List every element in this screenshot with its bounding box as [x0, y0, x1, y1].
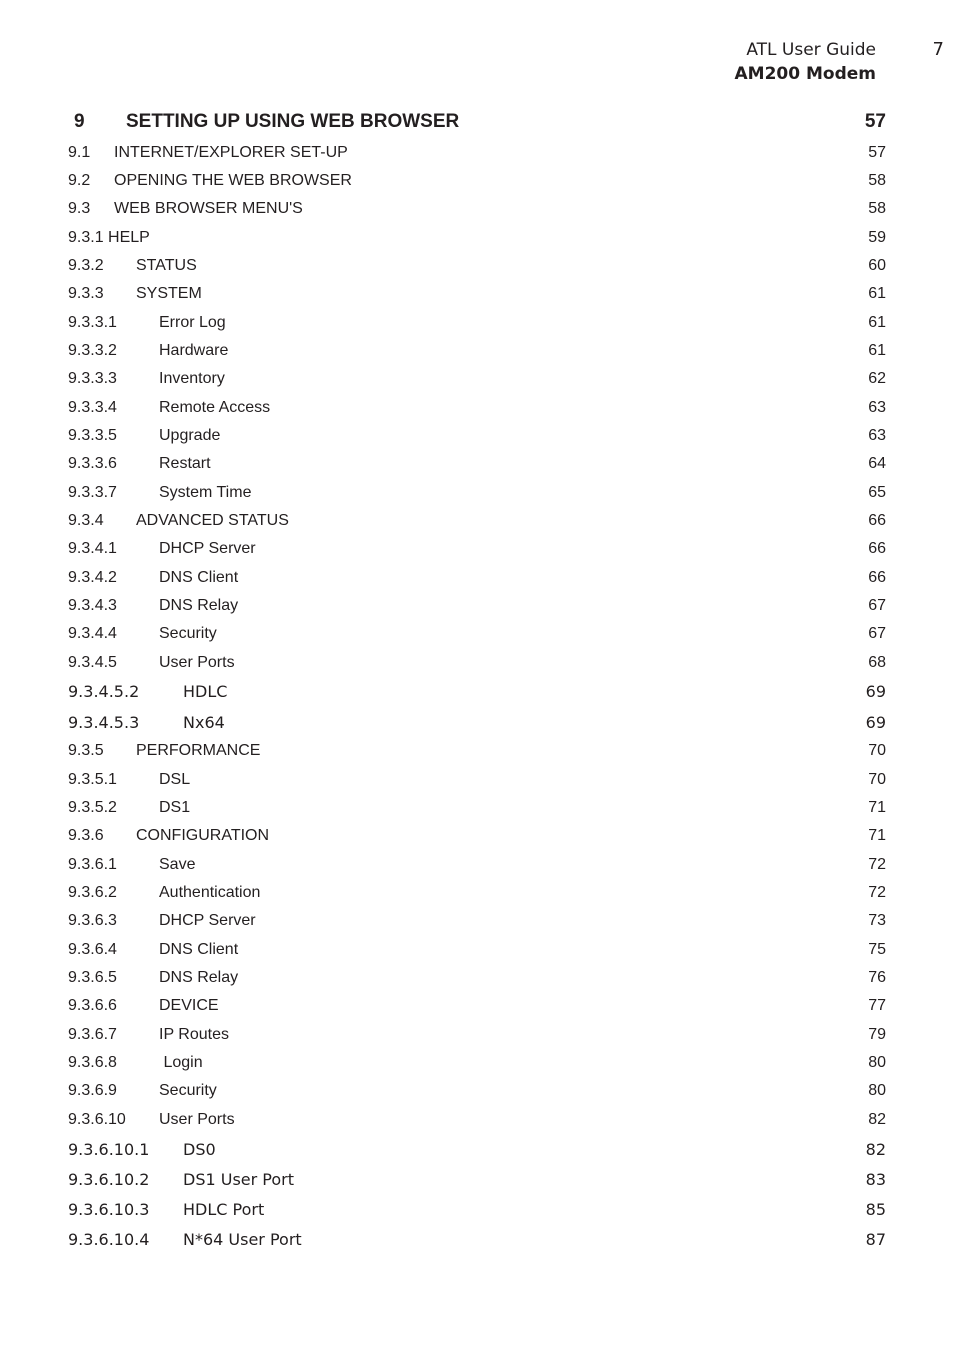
- toc-title: N*64 User Port: [183, 1230, 302, 1249]
- toc-entry[interactable]: [68, 285, 886, 307]
- toc-title: DSL: [159, 771, 191, 788]
- toc-page: 79: [868, 1026, 886, 1043]
- toc-entry[interactable]: [68, 200, 886, 222]
- toc-number: 9.3.4.5.2: [68, 682, 140, 701]
- toc-page: 71: [868, 799, 886, 816]
- toc-entry[interactable]: [68, 342, 886, 364]
- toc-title: DHCP Server: [159, 540, 256, 557]
- toc-entry[interactable]: [68, 713, 886, 735]
- toc-page: 63: [868, 427, 886, 444]
- toc-entry[interactable]: [68, 257, 886, 279]
- toc-number: 9.3.6.10.1: [68, 1140, 150, 1159]
- toc-page: 58: [868, 200, 886, 217]
- toc-entry[interactable]: [68, 997, 886, 1019]
- toc-page: 61: [868, 314, 886, 331]
- toc-title: STATUS: [136, 257, 197, 274]
- toc-title: IP Routes: [159, 1026, 229, 1043]
- toc-title: ADVANCED STATUS: [136, 512, 289, 529]
- toc-number: 9.3.6.2: [68, 884, 117, 901]
- toc-page: 59: [868, 229, 886, 246]
- toc-entry[interactable]: [68, 1026, 886, 1048]
- toc-entry[interactable]: [68, 1111, 886, 1133]
- toc-number: 9.3.1 HELP: [68, 229, 150, 246]
- toc-entry[interactable]: [68, 370, 886, 392]
- toc-number: 9.3.4.1: [68, 540, 117, 557]
- toc-entry[interactable]: [68, 540, 886, 562]
- toc-title: Authentication: [159, 884, 261, 901]
- toc-number: 9.3.6.1: [68, 856, 117, 873]
- toc-number: 9.3.6.9: [68, 1082, 117, 1099]
- toc-entry[interactable]: [68, 455, 886, 477]
- toc-entry[interactable]: [68, 912, 886, 934]
- toc-page: 76: [868, 969, 886, 986]
- toc-entry[interactable]: [68, 314, 886, 336]
- toc-number: 9.3.5: [68, 742, 104, 759]
- toc-page: 62: [868, 370, 886, 387]
- toc-page: 64: [868, 455, 886, 472]
- toc-title: Remote Access: [159, 399, 271, 416]
- toc-number: 9.3.3.7: [68, 484, 117, 501]
- toc-page: 57: [864, 111, 886, 132]
- toc-entry[interactable]: [68, 654, 886, 676]
- guide-title: ATL User Guide: [746, 40, 876, 60]
- toc-page: 70: [868, 771, 886, 788]
- toc-title: DNS Client: [159, 941, 239, 958]
- toc-number: 9.3.3.2: [68, 342, 117, 359]
- toc-number: 9.3.6.3: [68, 912, 117, 929]
- toc-title: DS1 User Port: [183, 1170, 295, 1189]
- toc-entry[interactable]: [68, 1054, 886, 1076]
- toc-page: 83: [865, 1170, 886, 1189]
- toc-entry[interactable]: [68, 827, 886, 849]
- toc-entry[interactable]: [68, 742, 886, 764]
- toc-number: 9.3.6.4: [68, 941, 117, 958]
- toc-number: 9.3.5.1: [68, 771, 117, 788]
- toc-number: 9.3.6.7: [68, 1026, 117, 1043]
- toc-title: Save: [159, 856, 196, 873]
- toc-number: 9.3.6.6: [68, 997, 117, 1014]
- toc-title: DNS Relay: [159, 597, 239, 614]
- toc-entry[interactable]: [68, 625, 886, 647]
- toc-page: 67: [868, 597, 886, 614]
- toc-number: 9.3.3.6: [68, 455, 117, 472]
- toc-entry[interactable]: [68, 399, 886, 421]
- running-header: [735, 38, 877, 86]
- model-name: AM200 Modem: [734, 64, 876, 84]
- toc-title: PERFORMANCE: [136, 742, 261, 759]
- toc-number: 9.3.2: [68, 257, 104, 274]
- toc-page: 63: [868, 399, 886, 416]
- toc-page: 73: [868, 912, 886, 929]
- toc-number: 9.3.6.5: [68, 969, 117, 986]
- toc-number: 9.3.5.2: [68, 799, 117, 816]
- toc-title: WEB BROWSER MENU'S: [114, 200, 303, 217]
- toc-page: 80: [868, 1082, 886, 1099]
- toc-number: 9: [74, 111, 85, 132]
- toc-entry[interactable]: [68, 569, 886, 591]
- toc-title: HDLC Port: [183, 1200, 265, 1219]
- toc-page: 82: [868, 1111, 886, 1128]
- toc-entry[interactable]: [68, 1230, 886, 1252]
- toc-page: 57: [868, 144, 886, 161]
- toc-page: 65: [868, 484, 886, 501]
- toc-number: 9.3.4.4: [68, 625, 117, 642]
- toc-entry[interactable]: [68, 884, 886, 906]
- toc-number: 9.3.3.3: [68, 370, 117, 387]
- toc-page: 68: [868, 654, 886, 671]
- toc-page: 72: [868, 884, 886, 901]
- toc-title: Hardware: [159, 342, 229, 359]
- toc-entry[interactable]: [68, 1170, 886, 1192]
- toc-page: 66: [868, 569, 886, 586]
- toc-page: 61: [868, 285, 886, 302]
- toc-title: Error Log: [159, 314, 226, 331]
- toc-entry[interactable]: [68, 1082, 886, 1104]
- toc-number: 9.3.4.3: [68, 597, 117, 614]
- toc-page: 58: [868, 172, 886, 189]
- toc-title: SYSTEM: [136, 285, 202, 302]
- toc-page: 82: [865, 1140, 886, 1159]
- toc-title: DEVICE: [159, 997, 219, 1014]
- toc-number: 9.3.6.10.2: [68, 1170, 150, 1189]
- toc-title: OPENING THE WEB BROWSER: [114, 172, 352, 189]
- toc-title: HDLC: [183, 682, 228, 701]
- toc-title: SETTING UP USING WEB BROWSER: [126, 111, 460, 132]
- toc-title: Inventory: [159, 370, 225, 387]
- toc-page: 77: [868, 997, 886, 1014]
- toc-title: System Time: [159, 484, 252, 501]
- toc-title: User Ports: [159, 1111, 235, 1128]
- toc-title: INTERNET/EXPLORER SET-UP: [114, 144, 348, 161]
- toc-page: 71: [868, 827, 886, 844]
- toc-number: 9.3.6.10.3: [68, 1200, 150, 1219]
- toc-entry[interactable]: [68, 144, 886, 166]
- toc-number: 9.2: [68, 172, 91, 189]
- toc-entry[interactable]: [68, 771, 886, 793]
- toc-title: DHCP Server: [159, 912, 256, 929]
- toc-number: 9.3.4.5.3: [68, 713, 140, 732]
- toc-entry[interactable]: [68, 172, 886, 194]
- toc-entry[interactable]: [68, 229, 886, 251]
- toc-title: Upgrade: [159, 427, 221, 444]
- toc-title: User Ports: [159, 654, 235, 671]
- toc-entry[interactable]: [68, 427, 886, 449]
- toc-number: 9.3.4.5: [68, 654, 117, 671]
- toc-page: 61: [868, 342, 886, 359]
- toc-entry[interactable]: [68, 941, 886, 963]
- toc-title: CONFIGURATION: [136, 827, 270, 844]
- toc-number: 9.3.3.4: [68, 399, 117, 416]
- toc-chapter-9[interactable]: [68, 111, 886, 133]
- toc-page: 69: [865, 713, 886, 732]
- toc-number: 9.3.6.10: [68, 1111, 126, 1128]
- toc-title: DS1: [159, 799, 191, 816]
- toc-entry[interactable]: [68, 512, 886, 534]
- toc-page: 75: [868, 941, 886, 958]
- toc-page: 80: [868, 1054, 886, 1071]
- toc-number: 9.3.3.1: [68, 314, 117, 331]
- toc-title: DNS Client: [159, 569, 239, 586]
- toc-number: 9.1: [68, 144, 91, 161]
- toc-entry[interactable]: [68, 969, 886, 991]
- toc-entry[interactable]: [68, 597, 886, 619]
- toc-number: 9.3.6.8: [68, 1054, 117, 1071]
- toc-number: 9.3.6: [68, 827, 104, 844]
- toc-page: 66: [868, 512, 886, 529]
- toc-number: 9.3.3.5: [68, 427, 117, 444]
- toc-title: DNS Relay: [159, 969, 239, 986]
- toc-page: 72: [868, 856, 886, 873]
- toc-number: 9.3.3: [68, 285, 104, 302]
- toc-page: 66: [868, 540, 886, 557]
- toc-entry[interactable]: [68, 799, 886, 821]
- toc-title: Security: [159, 625, 217, 642]
- toc-page: 69: [865, 682, 886, 701]
- toc-entry[interactable]: [68, 682, 886, 704]
- toc-page: 67: [868, 625, 886, 642]
- toc-page: 70: [868, 742, 886, 759]
- toc-entry[interactable]: [68, 1200, 886, 1222]
- toc-number: 9.3.4: [68, 512, 104, 529]
- toc-number: 9.3.4.2: [68, 569, 117, 586]
- toc-page: 85: [865, 1200, 886, 1219]
- toc-title: DS0: [183, 1140, 216, 1159]
- toc-title: Login: [159, 1054, 203, 1071]
- toc-title: Nx64: [183, 713, 225, 732]
- toc-entry[interactable]: [68, 484, 886, 506]
- page-number: 7: [932, 39, 944, 60]
- toc-number: 9.3.6.10.4: [68, 1230, 150, 1249]
- toc-title: Security: [159, 1082, 217, 1099]
- toc-number: 9.3: [68, 200, 91, 217]
- toc-title: Restart: [159, 455, 211, 472]
- toc-entry[interactable]: [68, 856, 886, 878]
- toc-page: 87: [865, 1230, 886, 1249]
- toc-page: 60: [868, 257, 886, 274]
- toc-entry[interactable]: [68, 1140, 886, 1162]
